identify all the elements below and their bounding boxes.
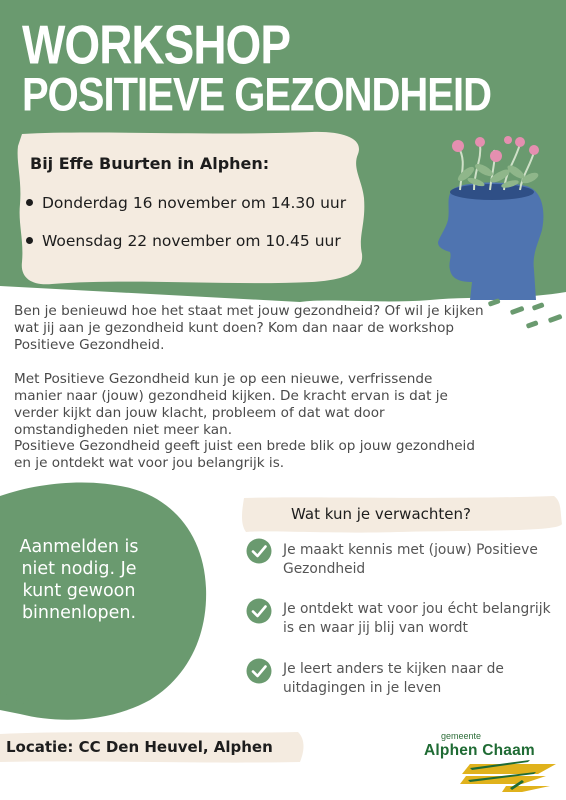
date-text: Donderdag 16 november om 14.30 uur bbox=[42, 194, 347, 212]
expectation-item: Je leert anders te kijken naar de uitdagingen in je leven bbox=[283, 661, 504, 696]
intro-paragraph: Ben je benieuwd hoe het staat met jouw gezondheid? Of wil je kijken wat jij aan je gezondheid kunt doen? Kom dan naar de workshop Positieve Gezondheid. bbox=[14, 303, 484, 353]
logo-small-text: gemeente bbox=[441, 731, 482, 741]
bullet-dot-icon bbox=[26, 237, 33, 244]
intro-paragraph: Positieve Gezondheid geeft juist een brede blik op jouw gezondheid en je ontdekt wat voor jou belangrijk is. bbox=[14, 438, 475, 471]
bullet-dot-icon bbox=[26, 199, 33, 206]
title-line-2: POSITIEVE GEZONDHEID bbox=[22, 69, 491, 122]
check-circle-icon bbox=[246, 658, 272, 684]
decorative-dashes bbox=[486, 296, 566, 336]
check-circle-icon bbox=[246, 538, 272, 564]
gemeente-logo bbox=[410, 728, 560, 792]
head-with-flowers-icon bbox=[430, 120, 560, 300]
event-subheading: Bij Effe Buurten in Alphen: bbox=[30, 154, 270, 173]
decorative-dashes bbox=[0, 680, 40, 720]
location-text: Locatie: CC Den Heuvel, Alphen bbox=[6, 738, 273, 756]
date-item bbox=[26, 232, 341, 250]
expectations-title: Wat kun je verwachten? bbox=[291, 505, 471, 523]
date-item bbox=[26, 194, 346, 212]
expectation-item: Je maakt kennis met (jouw) Positieve Gezondheid bbox=[283, 542, 538, 577]
registration-text: Aanmelden is niet nodig. Je kunt gewoon binnenlopen. bbox=[19, 537, 139, 623]
logo-name: Alphen Chaam bbox=[424, 742, 535, 759]
title-line-1: WORKSHOP bbox=[22, 14, 290, 76]
intro-paragraph: Met Positieve Gezondheid kun je op een nieuwe, verfrissende manier naar (jouw) gezondheid kijken. De kracht ervan is dat je verder kijkt dan jouw klacht, probleem of dat wat door omstandigheden niet meer kan. bbox=[14, 371, 448, 438]
expectation-item: Je ontdekt wat voor jou écht belangrijk is en waar jij blij van wordt bbox=[283, 601, 551, 636]
date-text: Woensdag 22 november om 10.45 uur bbox=[42, 232, 341, 250]
check-circle-icon bbox=[246, 598, 272, 624]
